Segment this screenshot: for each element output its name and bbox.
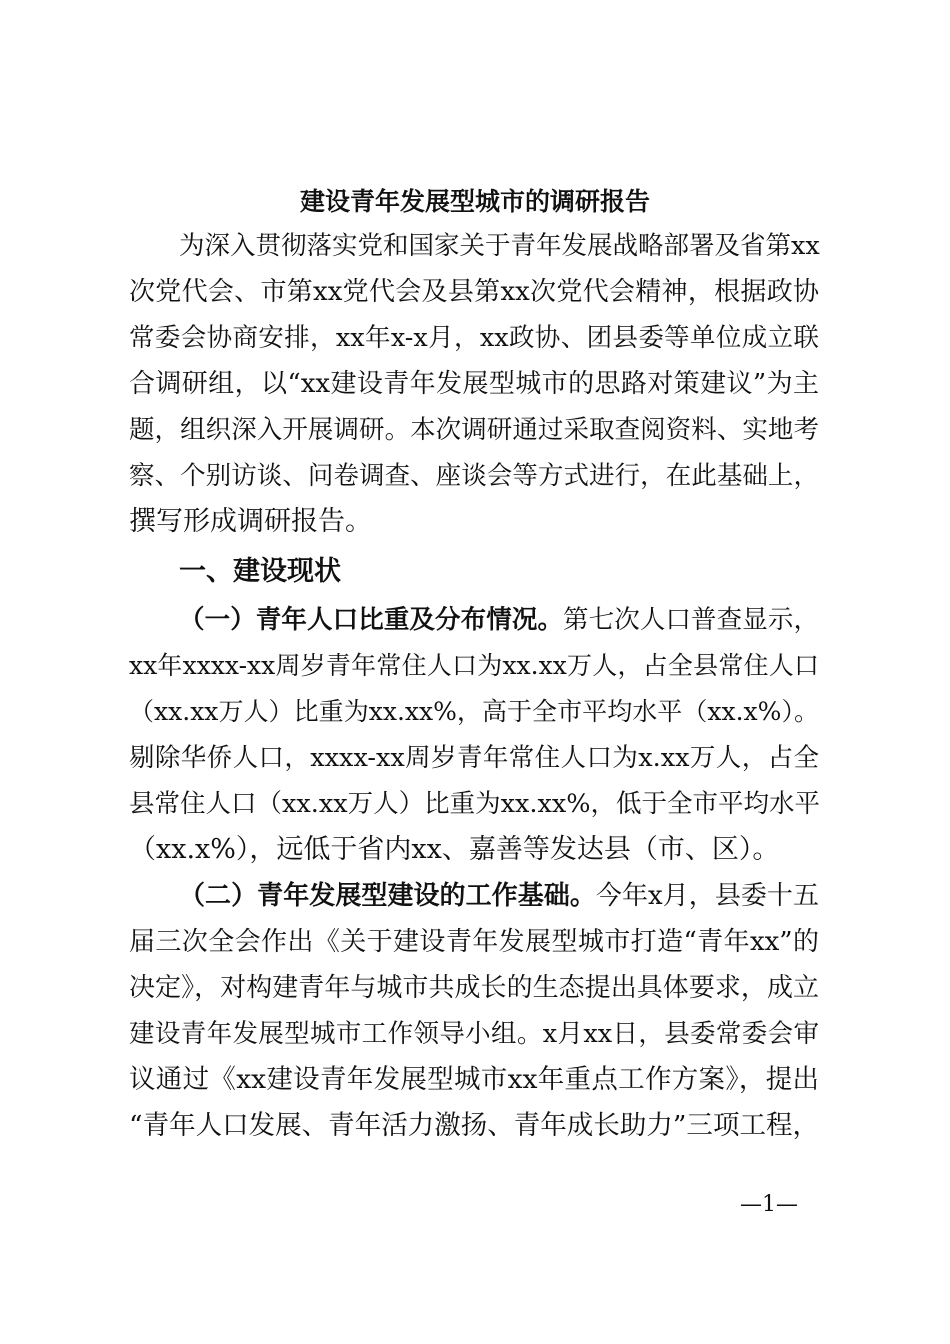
body-line: 县常住人口（xx.xx万人）比重为xx.xx%，低于全市平均水平: [129, 789, 820, 819]
intro-line: 常委会协商安排，xx年x-x月，xx政协、团县委等单位成立联: [129, 323, 819, 353]
body-line: 剔除华侨人口，xxxx-xx周岁青年常住人口为x.xx万人，占全: [129, 743, 819, 773]
body-line: （xx.xx万人）比重为xx.xx%，高于全市平均水平（xx.x%）。: [129, 697, 819, 726]
intro-line: 撰写形成调研报告。: [129, 506, 372, 537]
subsection-heading: （一）青年人口比重及分布情况。: [179, 605, 564, 635]
subsection-first-line: [179, 597, 819, 643]
body-line: “青年人口发展、青年活力激扬、青年成长助力”三项工程，: [129, 1110, 819, 1141]
intro-line: 合调研组，以“xx建设青年发展型城市的思路对策建议”为主: [129, 369, 819, 399]
intro-line: 察、个别访谈、问卷调查、座谈会等方式进行，在此基础上，: [129, 461, 819, 491]
page-number: —1—: [740, 1192, 798, 1217]
subsection-first-line: [179, 873, 819, 919]
subsection-text: 第七次人口普查显示，: [563, 605, 819, 635]
body-line: 议通过《xx建设青年发展型城市xx年重点工作方案》，提出: [129, 1064, 819, 1095]
body-line: xx年xxxx-xx周岁青年常住人口为xx.xx万人，占全县常住人口: [129, 651, 819, 680]
intro-line: 题，组织深入开展调研。本次调研通过采取查阅资料、实地考: [129, 415, 819, 445]
body-line: （xx.x%），远低于省内xx、嘉善等发达县（市、区）。: [129, 834, 780, 865]
subsection-heading: （二）青年发展型建设的工作基础。: [179, 881, 596, 911]
subsection-text: 今年x月，县委十五: [595, 881, 819, 911]
intro-line: 次党代会、市第xx党代会及县第xx次党代会精神，根据政协: [129, 277, 819, 307]
body-line: 建设青年发展型城市工作领导小组。x月xx日，县委常委会审: [129, 1019, 819, 1049]
body-line: 届三次全会作出《关于建设青年发展型城市打造“青年xx”的: [129, 927, 819, 957]
document-title: 建设青年发展型城市的调研报告: [299, 187, 650, 216]
section-heading: 一、建设现状: [179, 556, 341, 587]
intro-line: 为深入贯彻落实党和国家关于青年发展战略部署及省第xx: [179, 231, 820, 261]
body-line: 决定》，对构建青年与城市共成长的生态提出具体要求，成立: [129, 973, 819, 1003]
